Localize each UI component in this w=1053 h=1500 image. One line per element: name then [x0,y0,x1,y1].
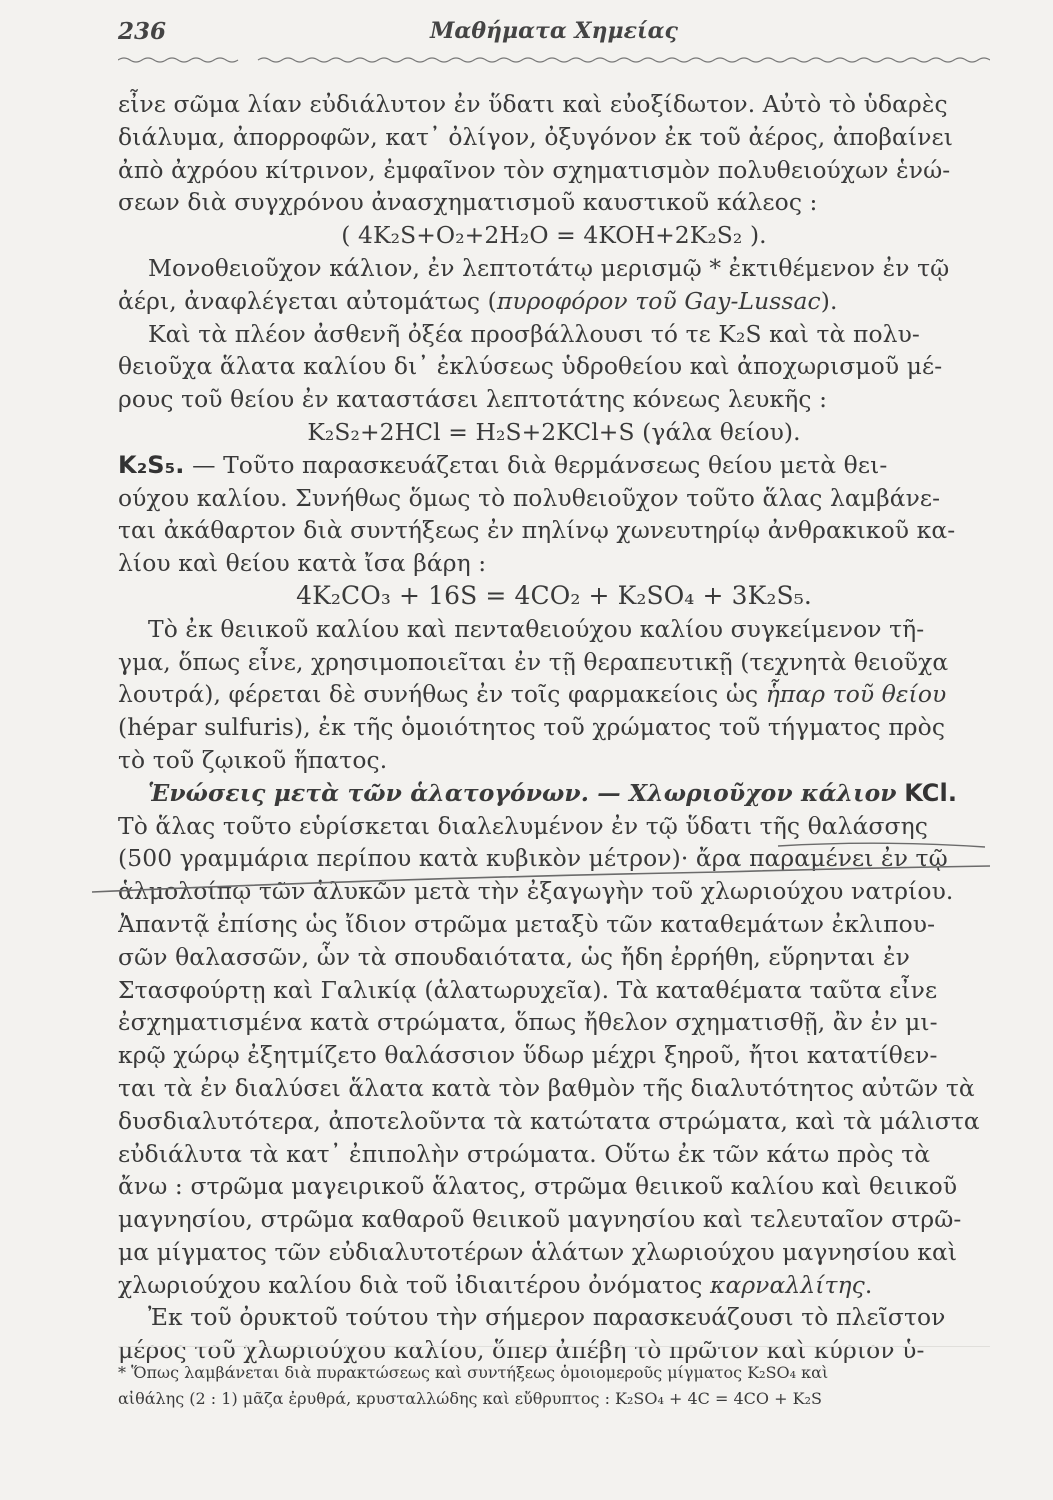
section-heading [118,777,990,810]
text-line: εὐδιάλυτα τὰ κατ᾿ ἐπιπολὴν στρώματα. Οὕτω ἐκ τῶν κάτω πρὸς τὰ [118,1139,931,1168]
text-line [118,285,990,318]
text-line: μέρος τοῦ χλωριούχου καλίου, ὅπερ ἀπέβη τὸ πρῶτον καὶ κύριον ὑ- [118,1336,925,1365]
section-formula: KCl. [904,778,958,807]
equation-1: ( 4K₂S+O₂+2H₂O = 4KOH+2K₂S₂ ). [341,221,767,250]
equation-2: K₂S₂+2HCl = H₂S+2KCl+S (γάλα θείου). [307,417,801,446]
text-run: . [864,1270,873,1299]
text-run: λουτρά), φέρεται δὲ συνήθως ἐν τοῖς φαρμακείοις ὡς [118,680,759,709]
text-line: ται τὰ ἐν διαλύσει ἅλατα κατὰ τὸν βαθμὸν τῆς διαλυτότητος αὐτῶν τὰ [118,1073,975,1102]
text-line: ἁλμολοίπῳ τῶν ἁλυκῶν μετὰ τὴν ἐξαγωγὴν τοῦ χλωριούχου νατρίου. [118,877,954,906]
text-run: ἀέρι, ἀναφλέγεται αὐτομάτως ( [118,286,497,315]
footnote-line: * Ὅπως λαμβάνεται διὰ πυρακτώσεως καὶ συντήξεως ὁμοιομεροῦς μίγματος K₂SO₄ καὶ [118,1363,829,1382]
running-title: Μαθήματα Χημείας [430,18,678,44]
footnotes [118,1360,990,1412]
text-line: Τὸ ἐκ θειικοῦ καλίου καὶ πενταθειούχου καλίου συγκείμενον τῆ- [148,614,925,643]
text-line: κρῷ χώρῳ ἐξητμίζετο θαλάσσιον ὕδωρ μέχρι ξηροῦ, ἤτοι κατατίθεν- [118,1041,938,1070]
text-run: χλωριούχου καλίου διὰ τοῦ ἰδιαιτέρου ὀνόματος [118,1270,710,1299]
equation-3: 4K₂CO₃ + 16S = 4CO₂ + K₂SO₄ + 3K₂S₅. [296,580,812,610]
footnote-rule [118,1346,990,1347]
text-line: γμα, ὅπως εἶνε, χρησιμοποιεῖται ἐν τῇ θεραπευτικῇ (τεχνητὰ θειοῦχα [118,647,949,676]
section-title: Ἑνώσεις μετὰ τῶν ἁλατογόνων. — Χλωριοῦχον κάλιον [148,778,897,807]
text-line: ρους τοῦ θείου ἐν καταστάσει λεπτοτάτης κόνεως λευκῆς : [118,385,828,414]
text-line: (hépar sulfuris), ἐκ τῆς ὁμοιότητος τοῦ χρώματος τοῦ τήγματος πρὸς [118,713,946,742]
text-line [118,449,990,482]
text-line: τὸ τοῦ ζῳικοῦ ἥπατος. [118,745,388,774]
text-run: — Τοῦτο παρασκευάζεται διὰ θερμάνσεως θείου μετὰ θει- [184,450,888,479]
text-line: μα μίγματος τῶν εὐδιαλυτοτέρων ἁλάτων χλωριούχου μαγνησίου καὶ [118,1237,958,1266]
text-line: ἐσχηματισμένα κατὰ στρώματα, ὅπως ἤθελον σχηματισθῇ, ἂν ἐν μι- [118,1008,938,1037]
text-line: (500 γραμμάρια περίπου κατὰ κυβικὸν μέτρον)· ἄρα παραμένει ἐν τῷ [118,844,948,873]
hepar-term: ἧπαρ τοῦ θείου [765,680,947,709]
text-line: ούχου καλίου. Συνήθως ὅμως τὸ πολυθειοῦχον τοῦτο ἅλας λαμβάνε- [118,483,941,512]
carnallite-term: καρναλλίτης [710,1270,865,1299]
footnote-line: αἰθάλης (2 : 1) μᾶζα ἐρυθρά, κρυσταλλώδης καὶ εὔθρυπτος : K₂SO₄ + 4C = 4CO + K₂S [118,1389,822,1408]
header-wavy-rule [118,56,990,64]
text-line: Ἐκ τοῦ ὀρυκτοῦ τούτου τὴν σήμερον παρασκευάζουσι τὸ πλεῖστον [148,1303,946,1332]
text-line: Μονοθειοῦχον κάλιον, ἐν λεπτοτάτῳ μερισμῷ * ἐκτιθέμενον ἐν τῷ [148,253,950,282]
text-run: ). [820,286,838,315]
text-line: ἄνω : στρῶμα μαγειρικοῦ ἅλατος, στρῶμα θειικοῦ καλίου καὶ θειικοῦ [118,1172,958,1201]
text-line: Στασφούρτῃ καὶ Γαλικίᾳ (ἁλατωρυχεῖα). Τὰ καταθέματα ταῦτα εἶνε [118,975,938,1004]
k2s5-heading: K₂S₅. [118,450,185,479]
text-line: θειοῦχα ἅλατα καλίου δι᾿ ἐκλύσεως ὑδροθείου καὶ ἀποχωρισμοῦ μέ- [118,352,943,381]
page-header [118,18,990,54]
text-line: διάλυμα, ἀπορροφῶν, κατ᾿ ὀλίγον, ὀξυγόνον ἐκ τοῦ ἀέρος, ἀποβαίνει [118,122,954,151]
text-line: Καὶ τὰ πλέον ἀσθενῆ ὀξέα προσβάλλουσι τό τε K₂S καὶ τὰ πολυ- [148,319,920,348]
text-line: σεων διὰ συγχρόνου ἀνασχηματισμοῦ καυστικοῦ κάλεος : [118,188,818,217]
page-number: 236 [118,18,167,45]
text-line: ἀπὸ ἀχρόου κίτρινον, ἐμφαῖνον τὸν σχηματισμὸν πολυθειούχων ἑνώ- [118,155,951,184]
text-line: Τὸ ἅλας τοῦτο εὑρίσκεται διαλελυμένον ἐν τῷ ὕδατι τῆς θαλάσσης [118,811,928,840]
text-line [118,1269,990,1302]
text-line [118,678,990,711]
text-line: ται ἀκάθαρτον διὰ συντήξεως ἐν πηλίνῳ χωνευτηρίῳ ἀνθρακικοῦ κα- [118,516,956,545]
text-line: λίου καὶ θείου κατὰ ἴσα βάρη : [118,549,487,578]
body-text [118,88,990,1367]
text-line: δυσδιαλυτότερα, ἀποτελοῦντα τὰ κατώτατα στρώματα, καὶ τὰ μάλιστα [118,1106,980,1135]
pyrophore-term: πυροφόρον τοῦ Gay-Lussac [496,286,821,315]
text-line: εἶνε σῶμα λίαν εὐδιάλυτον ἐν ὕδατι καὶ εὐοξίδωτον. Αὐτὸ τὸ ὑδαρὲς [118,90,948,118]
text-line: σῶν θαλασσῶν, ὧν τὰ σπουδαιότατα, ὡς ἤδη ἐρρήθη, εὕρηνται ἐν [118,942,910,971]
text-line: Ἀπαντᾷ ἐπίσης ὡς ἴδιον στρῶμα μεταξὺ τῶν καταθεμάτων ἐκλιπου- [118,909,936,938]
text-line: μαγνησίου, στρῶμα καθαροῦ θειικοῦ μαγνησίου καὶ τελευταῖον στρῶ- [118,1205,962,1234]
